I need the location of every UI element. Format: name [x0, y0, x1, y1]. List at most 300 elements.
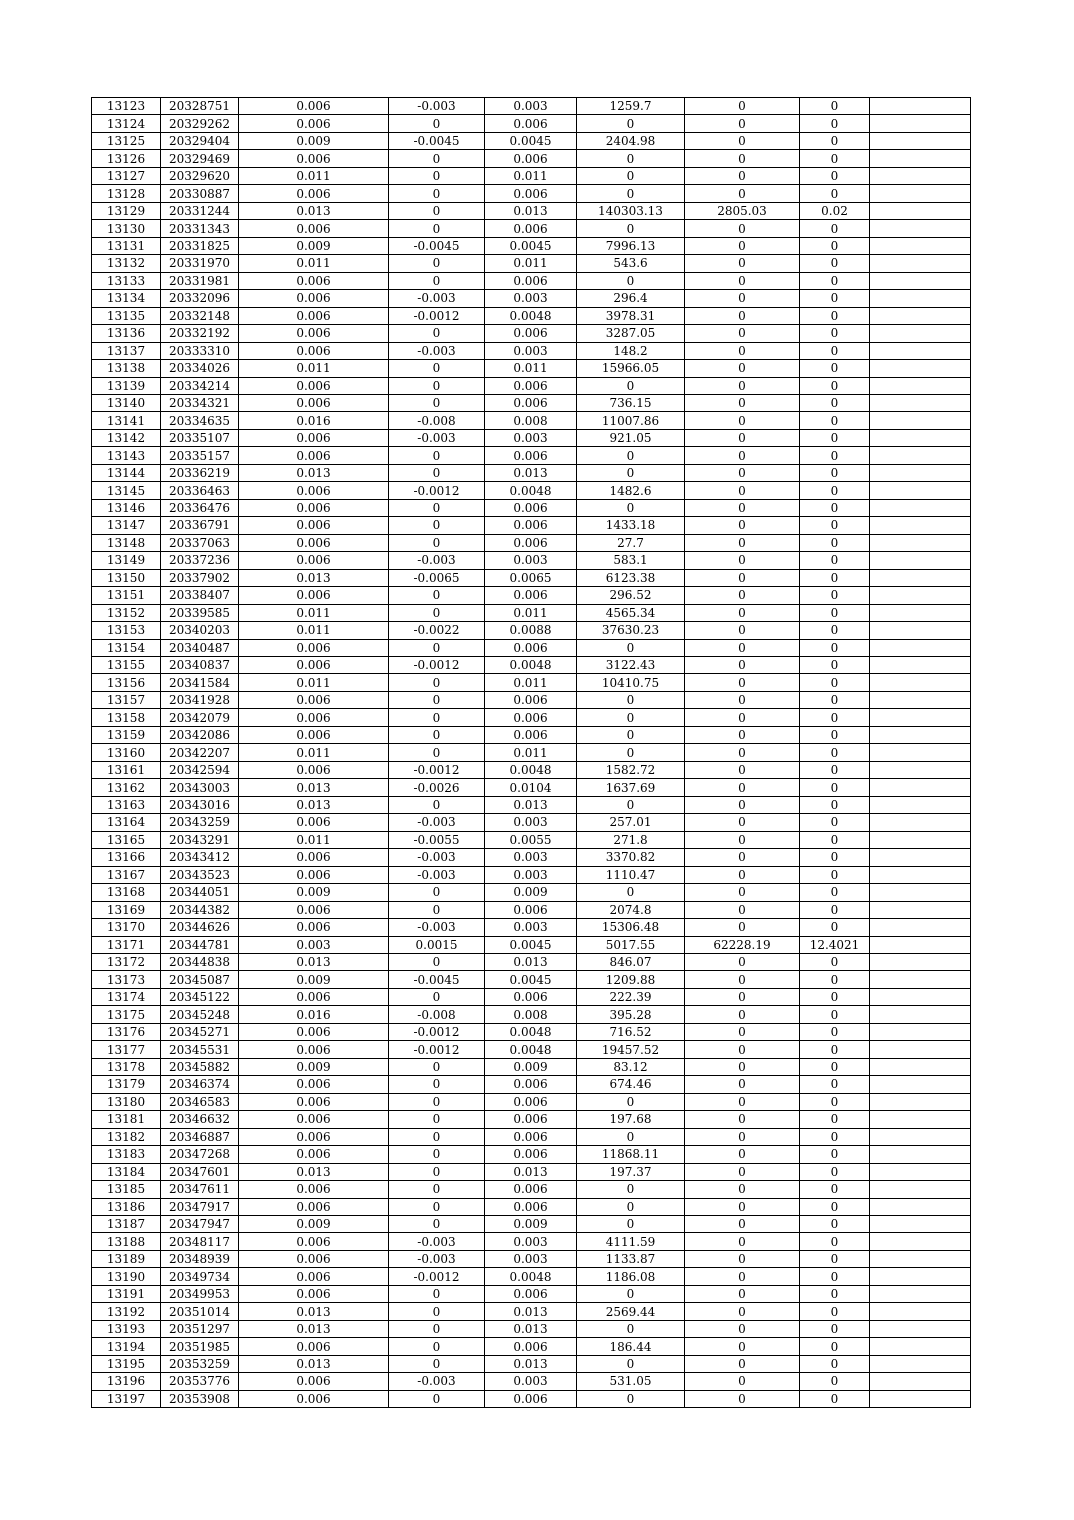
table-cell: 0.006: [239, 1111, 389, 1128]
table-cell: 0.006: [485, 1111, 577, 1128]
table-cell: 0: [685, 796, 800, 813]
table-cell: 2074.8: [577, 901, 685, 918]
table-cell: 0.0045: [485, 237, 577, 254]
table-cell: 0: [685, 167, 800, 184]
table-cell: 0: [800, 831, 870, 848]
table-cell: 674.46: [577, 1076, 685, 1093]
table-row: [92, 1041, 971, 1058]
table-cell: 0.006: [239, 1390, 389, 1407]
table-cell: 0: [685, 744, 800, 761]
table-cell: -0.008: [389, 1006, 485, 1023]
table-row: [92, 796, 971, 813]
table-row: [92, 866, 971, 883]
table-cell: 0.013: [239, 1163, 389, 1180]
table-cell: -0.0012: [389, 761, 485, 778]
table-cell: 0: [685, 1303, 800, 1320]
table-cell: 20348117: [161, 1233, 239, 1250]
table-cell: 13134: [92, 290, 161, 307]
table-cell: 0: [800, 569, 870, 586]
table-cell: [870, 1320, 971, 1337]
table-cell: [870, 884, 971, 901]
table-cell: 0: [685, 307, 800, 324]
table-cell: -0.003: [389, 290, 485, 307]
table-cell: 20344626: [161, 919, 239, 936]
table-row: [92, 761, 971, 778]
table-cell: [870, 726, 971, 743]
table-cell: 20353259: [161, 1355, 239, 1372]
table-cell: 0.013: [485, 796, 577, 813]
table-cell: [870, 360, 971, 377]
table-cell: 0.0088: [485, 622, 577, 639]
table-cell: 0: [389, 988, 485, 1005]
table-cell: 13161: [92, 761, 161, 778]
table-cell: [870, 657, 971, 674]
table-cell: 0: [389, 1198, 485, 1215]
table-cell: 20341584: [161, 674, 239, 691]
table-cell: 0: [577, 726, 685, 743]
table-row: [92, 185, 971, 202]
table-cell: 0.011: [239, 604, 389, 621]
table-row: [92, 604, 971, 621]
table-cell: 0: [577, 1128, 685, 1145]
table-cell: 13127: [92, 167, 161, 184]
table-cell: 0: [389, 691, 485, 708]
table-cell: 0: [800, 1076, 870, 1093]
table-cell: 20331970: [161, 255, 239, 272]
table-cell: 0: [685, 1023, 800, 1040]
table-cell: 1582.72: [577, 761, 685, 778]
table-cell: [870, 1390, 971, 1407]
table-cell: 0.006: [239, 534, 389, 551]
table-cell: [870, 534, 971, 551]
table-cell: 12.4021: [800, 936, 870, 953]
table-cell: 13132: [92, 255, 161, 272]
table-row: [92, 1390, 971, 1407]
table-cell: 0: [685, 377, 800, 394]
table-row: [92, 290, 971, 307]
table-row: [92, 482, 971, 499]
table-row: [92, 901, 971, 918]
table-cell: 20347611: [161, 1181, 239, 1198]
table-cell: 0: [685, 1076, 800, 1093]
table-cell: 13189: [92, 1250, 161, 1267]
table-cell: -0.003: [389, 552, 485, 569]
table-cell: 0: [800, 325, 870, 342]
table-cell: 0.006: [239, 272, 389, 289]
table-cell: 0.006: [239, 1338, 389, 1355]
table-cell: 0.003: [485, 1233, 577, 1250]
table-cell: 0: [389, 1285, 485, 1302]
table-cell: 0.0048: [485, 657, 577, 674]
table-cell: 0.003: [485, 429, 577, 446]
table-cell: 0: [685, 691, 800, 708]
table-cell: 0: [389, 1390, 485, 1407]
table-cell: 0: [577, 709, 685, 726]
table-cell: 0.006: [239, 377, 389, 394]
table-row: [92, 1163, 971, 1180]
table-cell: 0.003: [485, 290, 577, 307]
table-cell: 20340837: [161, 657, 239, 674]
table-cell: [870, 1303, 971, 1320]
data-table: [91, 97, 971, 1408]
table-cell: 0: [685, 429, 800, 446]
table-cell: 0: [685, 360, 800, 377]
table-row: [92, 1250, 971, 1267]
table-cell: 0: [389, 534, 485, 551]
table-cell: 0.011: [239, 255, 389, 272]
table-cell: 0.009: [239, 971, 389, 988]
table-cell: 0.008: [485, 1006, 577, 1023]
table-row: [92, 220, 971, 237]
table-cell: 0: [685, 953, 800, 970]
table-cell: 0.006: [485, 272, 577, 289]
table-cell: [870, 569, 971, 586]
table-cell: 0.006: [239, 814, 389, 831]
table-cell: 0: [685, 569, 800, 586]
table-cell: 0.0045: [485, 132, 577, 149]
table-cell: 0: [800, 779, 870, 796]
table-cell: 0: [577, 639, 685, 656]
table-cell: 20337063: [161, 534, 239, 551]
table-cell: -0.003: [389, 1373, 485, 1390]
table-cell: 13185: [92, 1181, 161, 1198]
table-cell: -0.003: [389, 919, 485, 936]
table-cell: [870, 255, 971, 272]
table-row: [92, 1320, 971, 1337]
table-cell: 0.006: [485, 901, 577, 918]
table-cell: 0.006: [239, 1041, 389, 1058]
table-cell: 0: [685, 622, 800, 639]
table-cell: [870, 796, 971, 813]
table-cell: -0.0012: [389, 1023, 485, 1040]
table-cell: 0.006: [485, 447, 577, 464]
table-cell: 0: [685, 709, 800, 726]
table-cell: 0.006: [239, 1285, 389, 1302]
table-cell: 1110.47: [577, 866, 685, 883]
table-cell: 0: [389, 360, 485, 377]
table-cell: 0.013: [485, 1303, 577, 1320]
table-cell: 13138: [92, 360, 161, 377]
table-cell: 0.006: [239, 1128, 389, 1145]
table-cell: 257.01: [577, 814, 685, 831]
table-cell: 0: [389, 150, 485, 167]
table-cell: [870, 429, 971, 446]
table-cell: 13156: [92, 674, 161, 691]
table-cell: 13171: [92, 936, 161, 953]
table-cell: 13159: [92, 726, 161, 743]
table-cell: 0: [800, 744, 870, 761]
table-cell: 0.006: [239, 220, 389, 237]
table-cell: 0: [800, 412, 870, 429]
table-cell: 0.009: [485, 1058, 577, 1075]
table-cell: 7996.13: [577, 237, 685, 254]
table-cell: 0: [800, 1320, 870, 1337]
table-cell: 20346374: [161, 1076, 239, 1093]
table-cell: [870, 779, 971, 796]
table-cell: 13154: [92, 639, 161, 656]
table-cell: [870, 1093, 971, 1110]
table-cell: -0.0012: [389, 1041, 485, 1058]
table-row: [92, 831, 971, 848]
table-cell: 0: [800, 1233, 870, 1250]
table-cell: 0.006: [239, 98, 389, 115]
table-cell: 37630.23: [577, 622, 685, 639]
table-cell: [870, 1111, 971, 1128]
table-cell: 13191: [92, 1285, 161, 1302]
table-cell: 0.02: [800, 202, 870, 219]
table-cell: 15966.05: [577, 360, 685, 377]
table-cell: 0: [685, 919, 800, 936]
table-cell: 0.006: [239, 691, 389, 708]
table-cell: 0.006: [485, 691, 577, 708]
table-cell: 0: [577, 1285, 685, 1302]
table-cell: 20340487: [161, 639, 239, 656]
table-cell: 0.013: [239, 569, 389, 586]
table-cell: 0: [685, 1058, 800, 1075]
table-cell: 13166: [92, 849, 161, 866]
table-cell: [870, 1058, 971, 1075]
table-cell: 0: [800, 517, 870, 534]
table-cell: 20344051: [161, 884, 239, 901]
table-cell: [870, 185, 971, 202]
table-cell: 0.013: [485, 202, 577, 219]
table-cell: 20345248: [161, 1006, 239, 1023]
table-cell: 0.003: [485, 814, 577, 831]
table-cell: 0.013: [485, 1355, 577, 1372]
table-cell: 2404.98: [577, 132, 685, 149]
table-cell: 19457.52: [577, 1041, 685, 1058]
table-cell: 0.013: [239, 1320, 389, 1337]
table-cell: 0.009: [239, 132, 389, 149]
table-cell: [870, 814, 971, 831]
table-cell: 0.006: [485, 394, 577, 411]
table-row: [92, 237, 971, 254]
table-cell: 0: [800, 220, 870, 237]
table-cell: -0.0026: [389, 779, 485, 796]
table-cell: 0: [800, 1373, 870, 1390]
table-cell: 0.0104: [485, 779, 577, 796]
table-cell: 0: [685, 1355, 800, 1372]
table-row: [92, 307, 971, 324]
table-cell: 0.006: [239, 1181, 389, 1198]
table-cell: 13167: [92, 866, 161, 883]
table-cell: 20353776: [161, 1373, 239, 1390]
table-cell: 0: [685, 831, 800, 848]
table-cell: 1637.69: [577, 779, 685, 796]
table-row: [92, 447, 971, 464]
table-cell: 0.011: [485, 360, 577, 377]
table-cell: 0.011: [485, 744, 577, 761]
table-cell: 0.016: [239, 412, 389, 429]
table-cell: 20337902: [161, 569, 239, 586]
table-cell: 13182: [92, 1128, 161, 1145]
table-cell: 13143: [92, 447, 161, 464]
table-cell: 0: [685, 761, 800, 778]
table-cell: 0: [685, 604, 800, 621]
table-cell: 0: [685, 1181, 800, 1198]
table-cell: 0: [685, 1268, 800, 1285]
table-cell: 0: [800, 534, 870, 551]
table-cell: 13173: [92, 971, 161, 988]
table-cell: 0: [685, 1216, 800, 1233]
table-cell: 0: [800, 1216, 870, 1233]
table-cell: 0.006: [239, 587, 389, 604]
table-row: [92, 849, 971, 866]
table-cell: 20332096: [161, 290, 239, 307]
table-body: [92, 98, 971, 1408]
table-cell: 13187: [92, 1216, 161, 1233]
table-cell: [870, 1373, 971, 1390]
table-cell: [870, 674, 971, 691]
table-cell: 0: [389, 1216, 485, 1233]
table-cell: 13165: [92, 831, 161, 848]
table-cell: 20346632: [161, 1111, 239, 1128]
table-cell: 0.0048: [485, 1041, 577, 1058]
table-cell: -0.003: [389, 849, 485, 866]
table-cell: 0.009: [239, 1058, 389, 1075]
table-cell: 531.05: [577, 1373, 685, 1390]
table-cell: 0.003: [485, 98, 577, 115]
table-cell: 0: [577, 1320, 685, 1337]
table-cell: 0: [685, 342, 800, 359]
table-cell: 0: [685, 1338, 800, 1355]
table-cell: 0: [800, 290, 870, 307]
table-cell: 0: [389, 953, 485, 970]
table-cell: 13183: [92, 1146, 161, 1163]
table-cell: 0: [685, 657, 800, 674]
table-cell: 0: [577, 1093, 685, 1110]
table-cell: 20328751: [161, 98, 239, 115]
table-cell: 0: [577, 1216, 685, 1233]
table-cell: 0: [389, 1320, 485, 1337]
table-row: [92, 499, 971, 516]
table-cell: 0.013: [239, 202, 389, 219]
table-row: [92, 1338, 971, 1355]
table-cell: 0: [389, 1355, 485, 1372]
table-cell: 0: [800, 884, 870, 901]
table-cell: [870, 622, 971, 639]
table-cell: 0: [685, 220, 800, 237]
table-cell: 0.006: [485, 1076, 577, 1093]
table-cell: 0: [800, 1093, 870, 1110]
table-cell: [870, 132, 971, 149]
table-cell: 0.003: [485, 552, 577, 569]
table-cell: 20331825: [161, 237, 239, 254]
table-cell: 0: [685, 1250, 800, 1267]
table-row: [92, 517, 971, 534]
table-cell: 20335107: [161, 429, 239, 446]
table-cell: 0.006: [239, 517, 389, 534]
table-cell: 543.6: [577, 255, 685, 272]
table-cell: -0.0055: [389, 831, 485, 848]
table-cell: 0.013: [485, 953, 577, 970]
table-cell: 0: [685, 866, 800, 883]
table-cell: 0: [800, 1058, 870, 1075]
table-cell: [870, 936, 971, 953]
table-cell: 20343016: [161, 796, 239, 813]
table-cell: [870, 464, 971, 481]
table-cell: [870, 604, 971, 621]
table-row: [92, 744, 971, 761]
table-cell: 20346887: [161, 1128, 239, 1145]
table-cell: 0.003: [485, 849, 577, 866]
table-cell: 0.006: [239, 342, 389, 359]
table-cell: 13149: [92, 552, 161, 569]
table-cell: 20334214: [161, 377, 239, 394]
table-cell: 0.006: [485, 185, 577, 202]
table-cell: 222.39: [577, 988, 685, 1005]
table-cell: 13180: [92, 1093, 161, 1110]
table-cell: 0: [800, 919, 870, 936]
table-row: [92, 1093, 971, 1110]
table-cell: 0: [389, 167, 485, 184]
table-cell: 0.0045: [485, 936, 577, 953]
table-cell: 20343523: [161, 866, 239, 883]
table-cell: 13184: [92, 1163, 161, 1180]
table-cell: 0.009: [485, 1216, 577, 1233]
table-cell: 0: [800, 1390, 870, 1407]
table-cell: 0.009: [239, 1216, 389, 1233]
table-cell: [870, 1198, 971, 1215]
table-cell: 0: [685, 1111, 800, 1128]
table-cell: 0.006: [485, 517, 577, 534]
table-cell: [870, 866, 971, 883]
table-cell: 0: [577, 1181, 685, 1198]
table-cell: 0: [800, 185, 870, 202]
table-cell: 0.006: [485, 587, 577, 604]
table-cell: [870, 1163, 971, 1180]
table-cell: 0: [800, 1303, 870, 1320]
table-cell: 0.006: [239, 849, 389, 866]
table-cell: 0.009: [239, 884, 389, 901]
table-cell: 13142: [92, 429, 161, 446]
table-cell: 0: [389, 726, 485, 743]
table-cell: 197.68: [577, 1111, 685, 1128]
table-cell: [870, 307, 971, 324]
table-cell: 0: [389, 1338, 485, 1355]
table-cell: 20342594: [161, 761, 239, 778]
table-cell: 0.003: [239, 936, 389, 953]
table-cell: 20340203: [161, 622, 239, 639]
table-row: [92, 150, 971, 167]
table-cell: 0: [577, 1355, 685, 1372]
table-row: [92, 1198, 971, 1215]
table-cell: [870, 1076, 971, 1093]
table-cell: 0: [800, 901, 870, 918]
table-cell: 0: [800, 1250, 870, 1267]
table-cell: 0.0048: [485, 307, 577, 324]
table-cell: 0: [389, 604, 485, 621]
table-cell: 0.006: [239, 447, 389, 464]
table-cell: 0: [685, 1285, 800, 1302]
table-cell: 0: [800, 360, 870, 377]
table-cell: 13129: [92, 202, 161, 219]
table-cell: [870, 1006, 971, 1023]
table-cell: 0: [685, 587, 800, 604]
table-cell: [870, 499, 971, 516]
table-row: [92, 394, 971, 411]
table-cell: 0: [685, 482, 800, 499]
table-cell: 20331244: [161, 202, 239, 219]
table-cell: 0: [800, 552, 870, 569]
table-cell: 0: [389, 674, 485, 691]
table-cell: 0: [685, 412, 800, 429]
table-cell: 0.0048: [485, 1268, 577, 1285]
table-cell: 0: [800, 1128, 870, 1145]
table-cell: 20344382: [161, 901, 239, 918]
table-cell: [870, 953, 971, 970]
table-cell: 20330887: [161, 185, 239, 202]
